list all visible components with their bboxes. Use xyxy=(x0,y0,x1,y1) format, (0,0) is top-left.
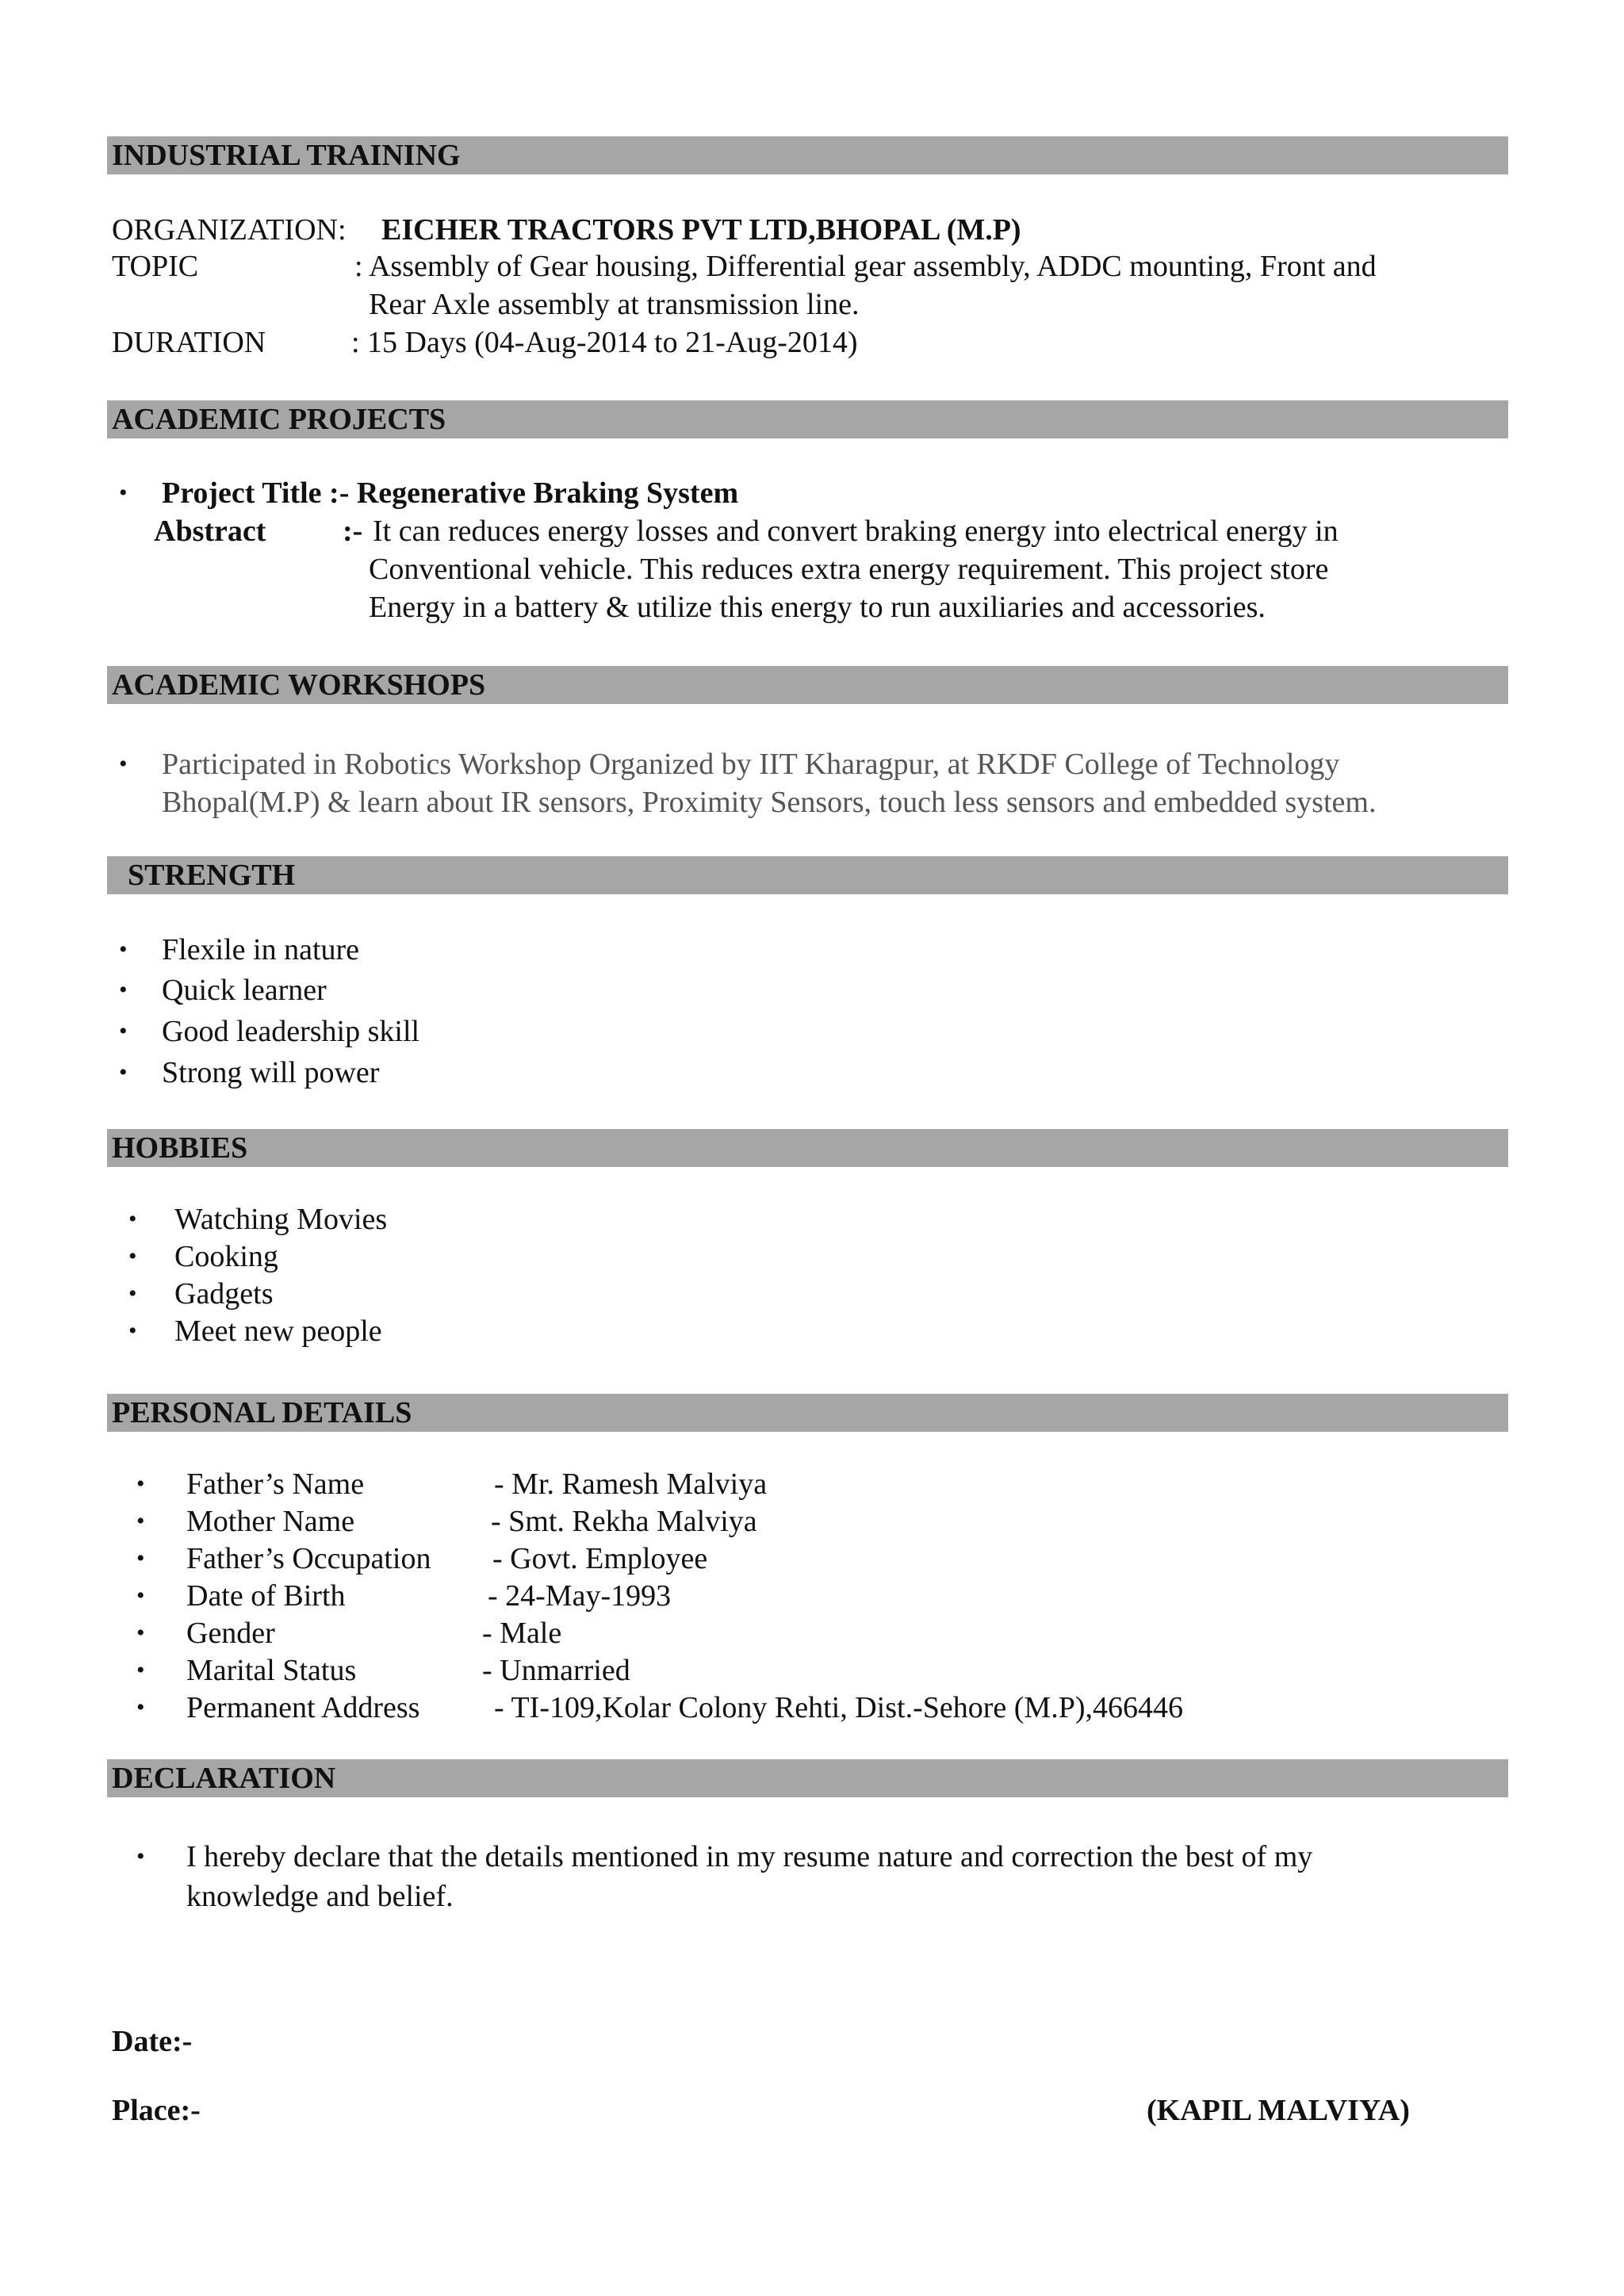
strength-title: STRENGTH xyxy=(128,859,296,892)
detail-label: Mother Name xyxy=(186,1505,355,1538)
industrial-training-header xyxy=(107,136,1508,174)
hobby-bullet: • xyxy=(128,1280,137,1307)
strength-header xyxy=(107,856,1508,894)
project-title: Project Title :- Regenerative Braking System xyxy=(162,476,739,510)
detail-label: Permanent Address xyxy=(186,1691,420,1724)
industrial-training-title: INDUSTRIAL TRAINING xyxy=(112,139,461,172)
organization-value: EICHER TRACTORS PVT LTD,BHOPAL (M.P) xyxy=(381,213,1021,247)
detail-value: - TI-109,Kolar Colony Rehti, Dist.-Sehore (M.P),466446 xyxy=(494,1691,1183,1724)
strength-item: Good leadership skill xyxy=(162,1015,420,1048)
detail-value: - Smt. Rekha Malviya xyxy=(491,1505,757,1538)
signature-name: (KAPIL MALVIYA) xyxy=(1147,2094,1410,2127)
strength-item: Strong will power xyxy=(162,1056,380,1089)
topic-line-2: Rear Axle assembly at transmission line. xyxy=(369,288,860,321)
abstract-line-2: Conventional vehicle. This reduces extra energy requirement. This project store xyxy=(369,553,1329,586)
workshop-line-2: Bhopal(M.P) & learn about IR sensors, Proximity Sensors, touch less sensors and embedded system. xyxy=(162,786,1377,819)
detail-label: Father’s Occupation xyxy=(186,1542,431,1575)
detail-bullet: • xyxy=(136,1508,145,1534)
abstract-label: Abstract xyxy=(154,515,266,548)
abstract-line-1: It can reduces energy losses and convert braking energy into electrical energy in xyxy=(373,515,1339,548)
hobby-item: Meet new people xyxy=(174,1314,382,1348)
workshop-bullet: • xyxy=(119,751,128,777)
detail-bullet: • xyxy=(136,1582,145,1609)
duration-label: DURATION xyxy=(112,326,266,359)
hobby-bullet: • xyxy=(128,1243,137,1269)
detail-bullet: • xyxy=(136,1694,145,1720)
hobbies-header xyxy=(107,1129,1508,1167)
hobby-bullet: • xyxy=(128,1318,137,1344)
hobby-item: Watching Movies xyxy=(174,1203,388,1236)
declaration-line-2: knowledge and belief. xyxy=(186,1880,454,1913)
duration-value: : 15 Days (04-Aug-2014 to 21-Aug-2014) xyxy=(351,326,858,359)
detail-label: Gender xyxy=(186,1617,275,1650)
strength-bullet: • xyxy=(119,1059,128,1085)
detail-value: - Male xyxy=(482,1617,562,1650)
hobbies-title: HOBBIES xyxy=(112,1131,248,1165)
detail-value: - 24-May-1993 xyxy=(488,1579,672,1613)
strength-item: Flexile in nature xyxy=(162,933,360,966)
strength-bullet: • xyxy=(119,977,128,1003)
topic-line-1: : Assembly of Gear housing, Differential gear assembly, ADDC mounting, Front and xyxy=(354,250,1377,283)
date-label: Date:- xyxy=(112,2025,193,2058)
detail-bullet: • xyxy=(136,1620,145,1646)
academic-workshops-title: ACADEMIC WORKSHOPS xyxy=(112,668,486,702)
hobby-item: Gadgets xyxy=(174,1277,274,1311)
academic-workshops-header xyxy=(107,666,1508,704)
organization-label: ORGANIZATION: xyxy=(112,213,347,247)
academic-projects-title: ACADEMIC PROJECTS xyxy=(112,403,446,436)
hobby-item: Cooking xyxy=(174,1240,278,1273)
abstract-separator: :- xyxy=(343,515,363,548)
place-label: Place:- xyxy=(112,2094,201,2127)
strength-bullet: • xyxy=(119,936,128,962)
hobby-bullet: • xyxy=(128,1206,137,1232)
personal-details-header xyxy=(107,1394,1508,1432)
workshop-line-1: Participated in Robotics Workshop Organized by IIT Kharagpur, at RKDF College of Technology xyxy=(162,748,1340,781)
detail-label: Date of Birth xyxy=(186,1579,346,1613)
project-bullet: • xyxy=(119,480,128,506)
academic-projects-header xyxy=(107,400,1508,438)
detail-bullet: • xyxy=(136,1545,145,1571)
detail-value: - Unmarried xyxy=(482,1654,630,1687)
detail-label: Marital Status xyxy=(186,1654,357,1687)
detail-label: Father’s Name xyxy=(186,1468,365,1501)
strength-item: Quick learner xyxy=(162,974,327,1007)
declaration-header xyxy=(107,1759,1508,1797)
detail-value: - Mr. Ramesh Malviya xyxy=(494,1468,768,1501)
detail-bullet: • xyxy=(136,1657,145,1683)
declaration-bullet: • xyxy=(136,1843,145,1869)
personal-details-title: PERSONAL DETAILS xyxy=(112,1396,412,1429)
topic-label: TOPIC xyxy=(112,250,199,283)
detail-bullet: • xyxy=(136,1471,145,1497)
declaration-title: DECLARATION xyxy=(112,1762,336,1795)
abstract-line-3: Energy in a battery & utilize this energy to run auxiliaries and accessories. xyxy=(369,591,1266,624)
detail-value: - Govt. Employee xyxy=(492,1542,708,1575)
declaration-line-1: I hereby declare that the details mentioned in my resume nature and correction the best of my xyxy=(186,1840,1313,1873)
strength-bullet: • xyxy=(119,1018,128,1044)
